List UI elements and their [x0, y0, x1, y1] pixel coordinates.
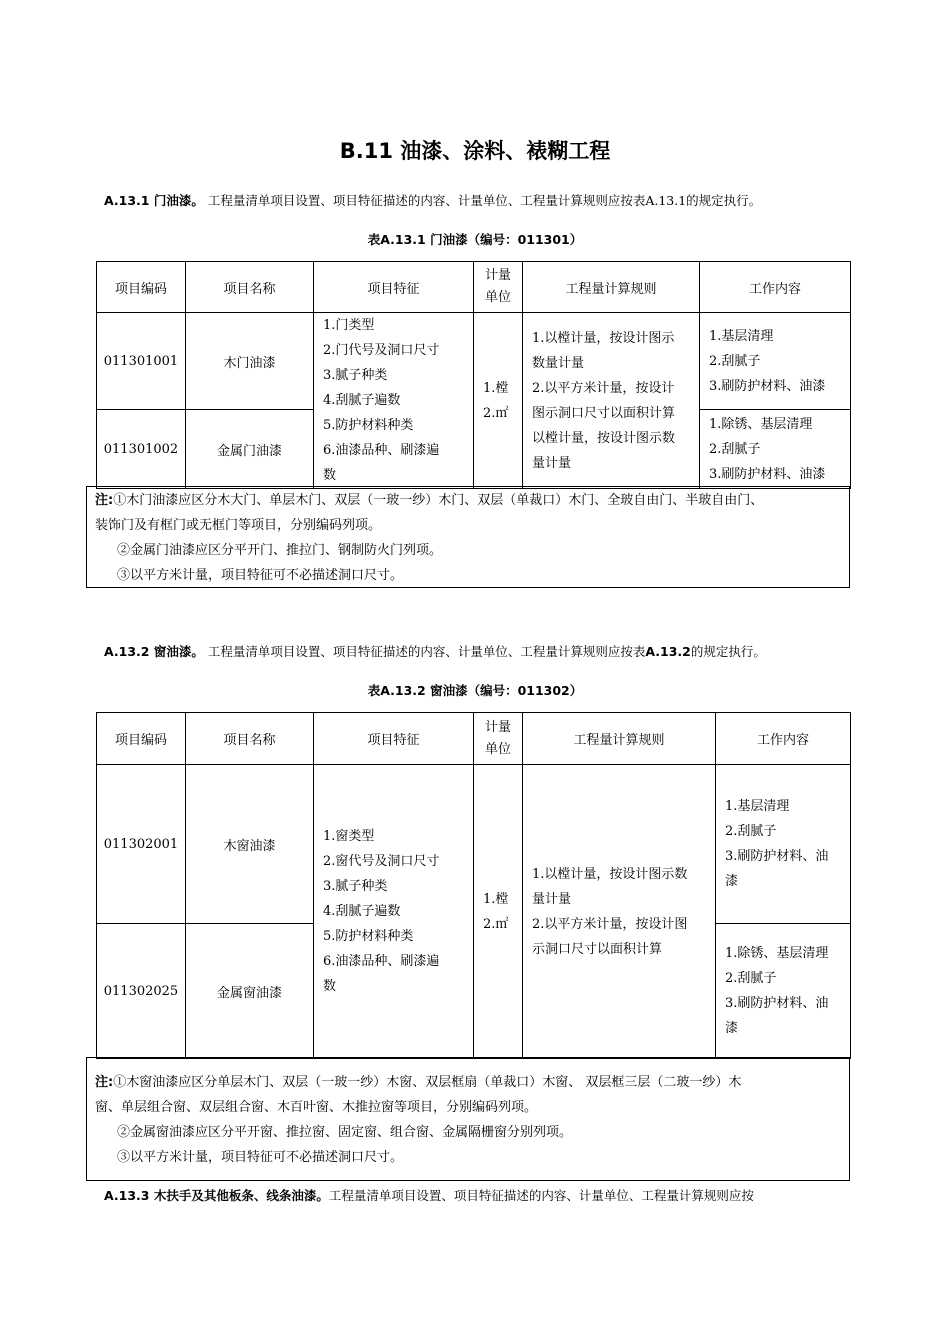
item-code: 011301002: [97, 410, 186, 489]
work-line: 2.刮腻子: [709, 441, 761, 457]
clause-a1333: [104, 1186, 754, 1204]
feature-line: 5.防护材料种类: [323, 929, 414, 944]
note-text: ①木窗油漆应区分单层木门、双层（一玻一纱）木窗、双层框扇（单裁口）木窗、 双层框三层（二玻一纱）木: [113, 1075, 742, 1090]
table-header-row: [97, 262, 851, 313]
note-line: 装饰门及有框门或无框门等项目，分别编码列项。: [95, 518, 382, 533]
feature-line: 4.刮腻子遍数: [323, 393, 401, 408]
feature-line: 2.门代号及洞口尺寸: [323, 343, 440, 358]
feature-line: 数: [323, 979, 337, 994]
header-work: 工作内容: [700, 262, 851, 313]
table-door-paint: [96, 261, 851, 489]
note-line: 窗、单层组合窗、双层组合窗、木百叶窗、木推拉窗等项目，分别编码列项。: [95, 1100, 538, 1115]
item-features: [314, 765, 474, 1059]
work-line: 2.刮腻子: [725, 824, 777, 839]
clause-text: 工程量清单项目设置、项目特征描述的内容、计量单位、工程量计算规则应按表: [203, 644, 646, 659]
feature-line: 1.门类型: [323, 318, 375, 333]
clause-tail: 的规定执行。: [690, 644, 766, 659]
table2-note: [86, 1057, 850, 1181]
note-line: ②金属窗油漆应区分平开窗、推拉窗、固定窗、组合窗、金属隔栅窗分别列项。: [117, 1125, 573, 1140]
clause-number: A.13.1 门油漆。: [104, 193, 204, 208]
note-line: [95, 1070, 841, 1095]
item-code: 011302025: [97, 924, 186, 1059]
header-code: 项目编码: [97, 713, 186, 765]
table1-caption: 表A.13.1 门油漆（编号：011301）: [367, 232, 583, 247]
clause-ref: A.13.2: [645, 644, 691, 659]
item-name: 金属窗油漆: [186, 924, 314, 1059]
header-rule: 工程量计算规则: [523, 713, 716, 765]
item-code: 011302001: [97, 765, 186, 924]
work-line: 1.基层清理: [725, 799, 790, 814]
unit-line: 1.樘: [483, 380, 509, 396]
header-name: 项目名称: [186, 713, 314, 765]
rule-line: 2.以平方米计量，按设计图: [532, 916, 688, 932]
work-line: 1.除锈、基层清理: [725, 946, 829, 961]
table-row: [97, 313, 851, 410]
item-work: [700, 313, 851, 410]
feature-line: 3.腻子种类: [323, 879, 388, 894]
work-line: 2.刮腻子: [709, 353, 761, 369]
table2-caption: 表A.13.2 窗油漆（编号：011302）: [367, 683, 583, 698]
rule-line: 示洞口尺寸以面积计算: [532, 941, 663, 957]
header-unit-text: 计量 单位: [484, 268, 511, 305]
item-unit: [474, 765, 523, 1059]
header-rule: 工程量计算规则: [523, 262, 700, 313]
note-line: [95, 488, 841, 513]
note-text: ①木门油漆应区分木大门、单层木门、双层（一玻一纱）木门、双层（单裁口）木门、全玻自由门、半玻自由门、: [113, 493, 764, 508]
feature-line: 3.腻子种类: [323, 368, 388, 383]
table-window-paint: [96, 712, 851, 1059]
clause-number: A.13.2 窗油漆。: [104, 644, 204, 659]
item-rules: [523, 313, 700, 489]
item-work: [716, 765, 851, 924]
rule-line: 2.以平方米计量，按设计: [532, 380, 675, 396]
clause-a1331: [104, 191, 761, 209]
item-unit: [474, 313, 523, 489]
clause-number: A.13.3 木扶手及其他板条、线条油漆。: [104, 1188, 329, 1203]
item-name: 木门油漆: [186, 313, 314, 410]
feature-line: 2.窗代号及洞口尺寸: [323, 854, 440, 869]
note-label: 注:: [95, 493, 114, 508]
feature-line: 4.刮腻子遍数: [323, 904, 401, 919]
rule-line: 1.以樘计量，按设计图示: [532, 330, 675, 346]
work-line: 3.刷防护材料、油: [725, 849, 829, 864]
header-unit-text: 计量 单位: [484, 719, 511, 757]
work-line: 3.刷防护材料、油漆: [709, 466, 826, 482]
item-code: 011301001: [97, 313, 186, 410]
header-work: 工作内容: [716, 713, 851, 765]
item-features: [314, 313, 474, 489]
unit-line: 2.㎡: [483, 405, 509, 421]
header-feature: 项目特征: [314, 713, 474, 765]
note-line: ③以平方米计量，项目特征可不必描述洞口尺寸。: [117, 1150, 404, 1165]
feature-line: 数: [323, 468, 337, 483]
work-line: 2.刮腻子: [725, 971, 777, 986]
item-name: 木窗油漆: [186, 765, 314, 924]
clause-text: 工程量清单项目设置、项目特征描述的内容、计量单位、工程量计算规则应按: [328, 1188, 754, 1203]
rule-line: 数量计量: [532, 355, 585, 371]
item-rules: [523, 765, 716, 1059]
header-unit: [474, 713, 523, 765]
header-name: 项目名称: [186, 262, 314, 313]
feature-line: 5.防护材料种类: [323, 418, 414, 433]
clause-a1332: [104, 642, 766, 660]
clause-text: 工程量清单项目设置、项目特征描述的内容、计量单位、工程量计算规则应按表A.13.1的规定执行。: [203, 193, 762, 208]
section-title: B.11 油漆、涂料、裱糊工程: [339, 139, 611, 163]
unit-line: 2.㎡: [483, 916, 509, 932]
header-unit: [474, 262, 523, 313]
work-line: 1.除锈、基层清理: [709, 416, 813, 432]
note-label: 注:: [95, 1075, 114, 1090]
rule-line: 图示洞口尺寸以面积计算: [532, 405, 676, 421]
header-code: 项目编码: [97, 262, 186, 313]
work-line: 漆: [725, 874, 739, 889]
note-line: ②金属门油漆应区分平开门、推拉门、钢制防火门列项。: [117, 543, 443, 558]
table-row: [97, 765, 851, 924]
rule-line: 以樘计量，按设计图示数: [532, 430, 676, 446]
feature-line: 6.油漆品种、刷漆遍: [323, 443, 440, 458]
rule-line: 量计量: [532, 891, 572, 907]
item-work: [700, 410, 851, 489]
unit-line: 1.樘: [483, 891, 509, 907]
note-line: ③以平方米计量，项目特征可不必描述洞口尺寸。: [117, 568, 404, 583]
table-header-row: [97, 713, 851, 765]
work-line: 3.刷防护材料、油: [725, 996, 829, 1011]
work-line: 1.基层清理: [709, 328, 774, 344]
header-feature: 项目特征: [314, 262, 474, 313]
rule-line: 1.以樘计量，按设计图示数: [532, 866, 688, 882]
item-name: 金属门油漆: [186, 410, 314, 489]
work-line: 3.刷防护材料、油漆: [709, 378, 826, 394]
rule-line: 量计量: [532, 455, 572, 471]
feature-line: 1.窗类型: [323, 829, 375, 844]
work-line: 漆: [725, 1021, 739, 1036]
table1-note: [86, 486, 850, 588]
item-work: [716, 924, 851, 1059]
feature-line: 6.油漆品种、刷漆遍: [323, 954, 440, 969]
